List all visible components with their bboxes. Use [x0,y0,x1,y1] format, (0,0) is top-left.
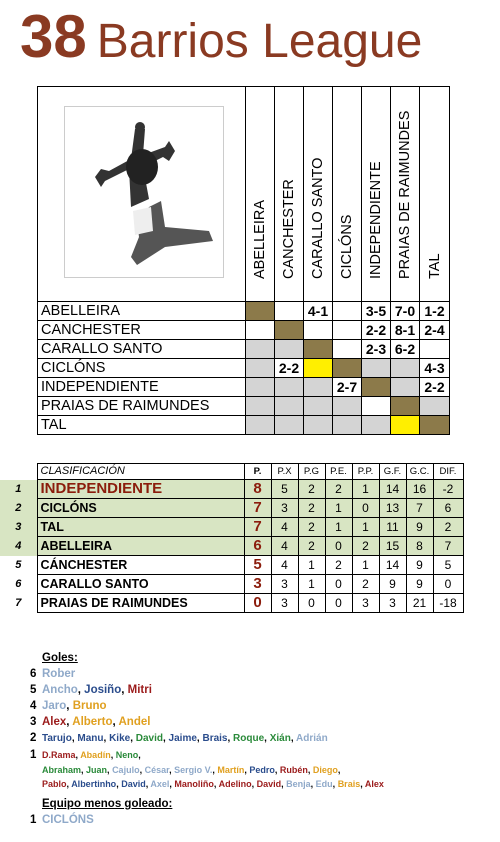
standings-gc: 9 [406,518,433,537]
standings-pp: 1 [352,518,379,537]
scorer-name: Rober [42,668,76,680]
standings-pp: 2 [352,575,379,594]
scorer-name: Benja [286,779,311,789]
standings-gf: 13 [379,499,406,518]
goal-count: 1 [30,749,37,761]
standings-pe: 0 [325,594,352,613]
scorer-name: Pedro [249,765,275,775]
standings-px: 3 [271,575,298,594]
scorer-name: D.Rama [42,750,76,760]
standings-row [0,499,484,518]
standings-team: ABELLEIRA [37,537,244,556]
standings-gf: 14 [379,556,406,575]
standings-pg: 2 [298,499,325,518]
scorers-section [30,650,490,791]
scorer-name: Juan [86,765,108,775]
matrix-cell [275,397,304,416]
scorer-name: Xián [269,733,291,744]
standings-points: 8 [244,480,271,499]
scorer-name: Pablo [42,779,67,789]
standings-px: 3 [271,594,298,613]
matrix-cell [333,340,362,359]
scorer-name: Andel [118,716,151,728]
standings-header: P.E. [325,464,352,480]
standings-position: 1 [0,480,37,499]
standings-header: P.X [271,464,298,480]
matrix-cell: 4-3 [420,359,450,378]
matrix-row-label: ABELLEIRA [38,302,246,321]
standings-gf: 15 [379,537,406,556]
standings-header: P. [244,464,271,480]
matrix-col-header [275,87,304,302]
scorer-group [30,666,490,682]
standings-pp: 3 [352,594,379,613]
matrix-row [38,340,450,359]
scorer-name: Cajulo [112,765,140,775]
scorer-name: David [121,779,146,789]
standings-gc: 9 [406,575,433,594]
scorer-name: Tarujo [42,733,72,744]
standings-header: P.G [298,464,325,480]
matrix-cell [333,359,362,378]
standings-pe: 0 [325,537,352,556]
scorer-name: César [144,765,170,775]
matrix-cell [246,359,275,378]
standings-points: 3 [244,575,271,594]
matrix-cell: 2-2 [420,378,450,397]
standings-px: 4 [271,537,298,556]
scorer-name: Jaro [42,700,67,712]
matrix-row-label: PRAIAS DE RAIMUNDES [38,397,246,416]
standings-points: 0 [244,594,271,613]
standings-row [0,518,484,537]
matrix-row-label: CICLÓNS [38,359,246,378]
standings-pp: 1 [352,556,379,575]
matrix-cell [362,359,391,378]
matrix-cell [275,378,304,397]
least-conceded-team: CICLÓNS [42,814,94,826]
standings-points: 7 [244,499,271,518]
matrix-cell: 1-2 [420,302,450,321]
goal-count: 5 [30,684,37,696]
goal-count: 6 [30,668,37,680]
matrix-col-label: INDEPENDIENTE [368,161,384,279]
standings-row [0,575,484,594]
scorer-group: 4 Jaro, Bruno [30,700,107,712]
matrix-cell [304,416,333,435]
standings-px: 4 [271,556,298,575]
team-crest-image [64,106,224,278]
scorer-name: Adrián [296,733,328,744]
standings-px: 5 [271,480,298,499]
scorers-title: Goles: [42,652,78,664]
matrix-cell: 2-2 [275,359,304,378]
matrix-cell [391,397,420,416]
scorer-name: Sergio V. [174,765,213,775]
matrix-cell [333,397,362,416]
matrix-col-header [304,87,333,302]
cross-hand-icon [65,107,223,277]
standings-px: 3 [271,499,298,518]
scorer-name: Abadín [80,750,111,760]
matrix-cell [246,378,275,397]
matrix-row [38,378,450,397]
standings-team: TAL [37,518,244,537]
scorer-name: Martín [217,765,245,775]
page-title [20,2,422,72]
scorer-name: Bruno [72,700,107,712]
goal-count: 2 [30,732,37,744]
standings-pg: 0 [298,594,325,613]
standings-gc: 21 [406,594,433,613]
matrix-cell [391,378,420,397]
matrix-cell: 2-7 [333,378,362,397]
standings-gc: 7 [406,499,433,518]
standings-position: 4 [0,537,37,556]
standings-caption: CLASIFICACIÓN [37,464,244,480]
standings-header: DIF. [433,464,463,480]
standings-dif: 5 [433,556,463,575]
standings-points: 7 [244,518,271,537]
matrix-col-label: TAL [426,253,443,279]
matrix-cell [304,378,333,397]
scorer-group: 5 Ancho, Josiño, Mitri [30,684,152,696]
matrix-cell [246,302,275,321]
matrix-cell: 2-3 [362,340,391,359]
scorer-group: 1 D.Rama, Abadín, Neno, [30,749,141,761]
scorer-group-continued: Abraham, Juan, Cajulo, César, Sergio V., Martín, Pedro, Rubén, Diego, [42,765,341,775]
matrix-cell [333,321,362,340]
matrix-row-label: TAL [38,416,246,435]
matrix-cell: 2-4 [420,321,450,340]
matrix-col-header [246,87,275,302]
matrix-cell [275,416,304,435]
matrix-row [38,397,450,416]
standings-dif: 0 [433,575,463,594]
scorer-name: Rubén [279,765,308,775]
matrix-cell [275,321,304,340]
standings-gf: 14 [379,480,406,499]
standings-pg: 2 [298,537,325,556]
scorer-group: 3 Alex, Alberto, Andel [30,716,151,728]
scorer-name: Adelino [218,779,252,789]
scorer-name: Diego [312,765,338,775]
standings-pg: 1 [298,556,325,575]
matrix-cell [246,340,275,359]
matrix-col-label: ABELLEIRA [252,200,268,279]
matrix-cell [420,416,450,435]
standings-pp: 0 [352,499,379,518]
matrix-col-header [420,87,450,302]
standings-pp: 2 [352,537,379,556]
scorer-name: Mitri [127,684,152,696]
matrix-cell [362,378,391,397]
matrix-cell [391,416,420,435]
standings-pe: 0 [325,575,352,594]
matrix-cell: 8-1 [391,321,420,340]
standings-row [0,556,484,575]
matrix-cell: 7-0 [391,302,420,321]
scorer-group-continued: Pablo, Albertinho, David, Axel, Manoliño, Adelino, David, Benja, Edu, Brais, Alex [42,779,384,789]
title-text: Barrios League [96,15,423,68]
standings-gc: 16 [406,480,433,499]
matrix-col-header [391,87,420,302]
standings-position: 3 [0,518,37,537]
standings-gf: 9 [379,575,406,594]
standings-team: INDEPENDIENTE [37,480,244,499]
matrix-cell: 2-2 [362,321,391,340]
standings-points: 5 [244,556,271,575]
scorer-name: Kike [109,733,131,744]
standings-row [0,594,484,613]
standings-position: 6 [15,578,22,590]
standings-position: 5 [15,559,22,571]
standings-pe: 1 [325,518,352,537]
standings-header: P.P. [352,464,379,480]
matrix-cell [304,340,333,359]
standings-team: CARALLO SANTO [37,575,244,594]
least-conceded-count: 1 [30,814,37,826]
scorer-name: Josiño [84,684,122,696]
scorer-name: Manu [77,733,104,744]
scorer-group: 2 Tarujo, Manu, Kike, David, Jaime, Brais, Roque, Xián, Adrián [30,732,328,744]
matrix-row [38,321,450,340]
matrix-cell [246,321,275,340]
standings-header: G.C. [406,464,433,480]
scorer-name: Edu [315,779,333,789]
standings-team: PRAIAS DE RAIMUNDES [37,594,244,613]
standings-position: 7 [15,597,22,609]
matrix-cell [362,397,391,416]
matrix-cell: 4-1 [304,302,333,321]
scorer-name: Alex [364,779,384,789]
standings-px: 4 [271,518,298,537]
standings-pp: 1 [352,480,379,499]
standings-row [0,480,484,499]
scorer-name: David [256,779,282,789]
matrix-col-label: CICLÓNS [339,214,355,279]
scorer-name: Abraham [42,765,82,775]
scorer-name: Roque [233,733,265,744]
matrix-cell [304,359,333,378]
standings-pe: 1 [325,499,352,518]
matrix-cell [304,321,333,340]
matrix-col-header [333,87,362,302]
scorer-name: Albertinho [71,779,117,789]
matrix-col-label: CANCHESTER [281,179,297,279]
matrix-cell [362,416,391,435]
scorer-name: Ancho [42,684,78,696]
matrix-row-label: CANCHESTER [38,321,246,340]
scorer-name: Manoliño [174,779,214,789]
matrix-cell [420,397,450,416]
matrix-row [38,359,450,378]
matrix-cell [333,302,362,321]
scorer-name: Alberto [72,716,113,728]
standings-pe: 2 [325,556,352,575]
matrix-row-label: CARALLO SANTO [38,340,246,359]
matrix-cell [333,416,362,435]
standings-gc: 8 [406,537,433,556]
matrix-row [38,302,450,321]
matrix-cell: 6-2 [391,340,420,359]
standings-pg: 2 [298,480,325,499]
standings-gf: 11 [379,518,406,537]
standings-position: 2 [0,499,37,518]
matrix-cell [391,359,420,378]
standings-dif: 7 [433,537,463,556]
scorer-name: Neno [115,750,139,760]
least-conceded-title: Equipo menos goleado: [42,798,173,810]
standings-team: CÁNCHESTER [37,556,244,575]
matrix-col-label: PRAIAS DE RAIMUNDES [397,110,413,279]
matrix-cell [246,397,275,416]
standings-dif: 6 [433,499,463,518]
standings-gc: 9 [406,556,433,575]
matrix-col-label: CARALLO SANTO [310,157,326,279]
results-matrix [37,86,449,438]
standings-pg: 2 [298,518,325,537]
standings-pg: 1 [298,575,325,594]
standings-gf: 3 [379,594,406,613]
goal-count: 3 [30,716,37,728]
matrix-row-label: INDEPENDIENTE [38,378,246,397]
standings-pe: 2 [325,480,352,499]
standings-dif: -18 [433,594,463,613]
matrix-cell [246,416,275,435]
scorer-name: Brais [337,779,361,789]
matrix-cell [304,397,333,416]
standings-team: CICLÓNS [37,499,244,518]
scorer-name: Jaime [168,733,197,744]
least-conceded-section [30,796,172,828]
scorer-name: David [135,733,163,744]
matrix-cell [420,340,450,359]
matrix-cell [275,340,304,359]
goal-count: 4 [30,700,37,712]
standings-points: 6 [244,537,271,556]
standings-row [0,537,484,556]
standings-dif: -2 [433,480,463,499]
matrix-col-header [362,87,391,302]
scorer-name: Brais [202,733,228,744]
matrix-row [38,416,450,435]
scorer-name: Axel [150,779,170,789]
standings-dif: 2 [433,518,463,537]
matrix-cell: 3-5 [362,302,391,321]
matrix-cell [275,302,304,321]
scorer-name: Alex [42,716,67,728]
title-number: 38 [20,3,87,70]
standings-table [0,463,484,613]
standings-header: G.F. [379,464,406,480]
